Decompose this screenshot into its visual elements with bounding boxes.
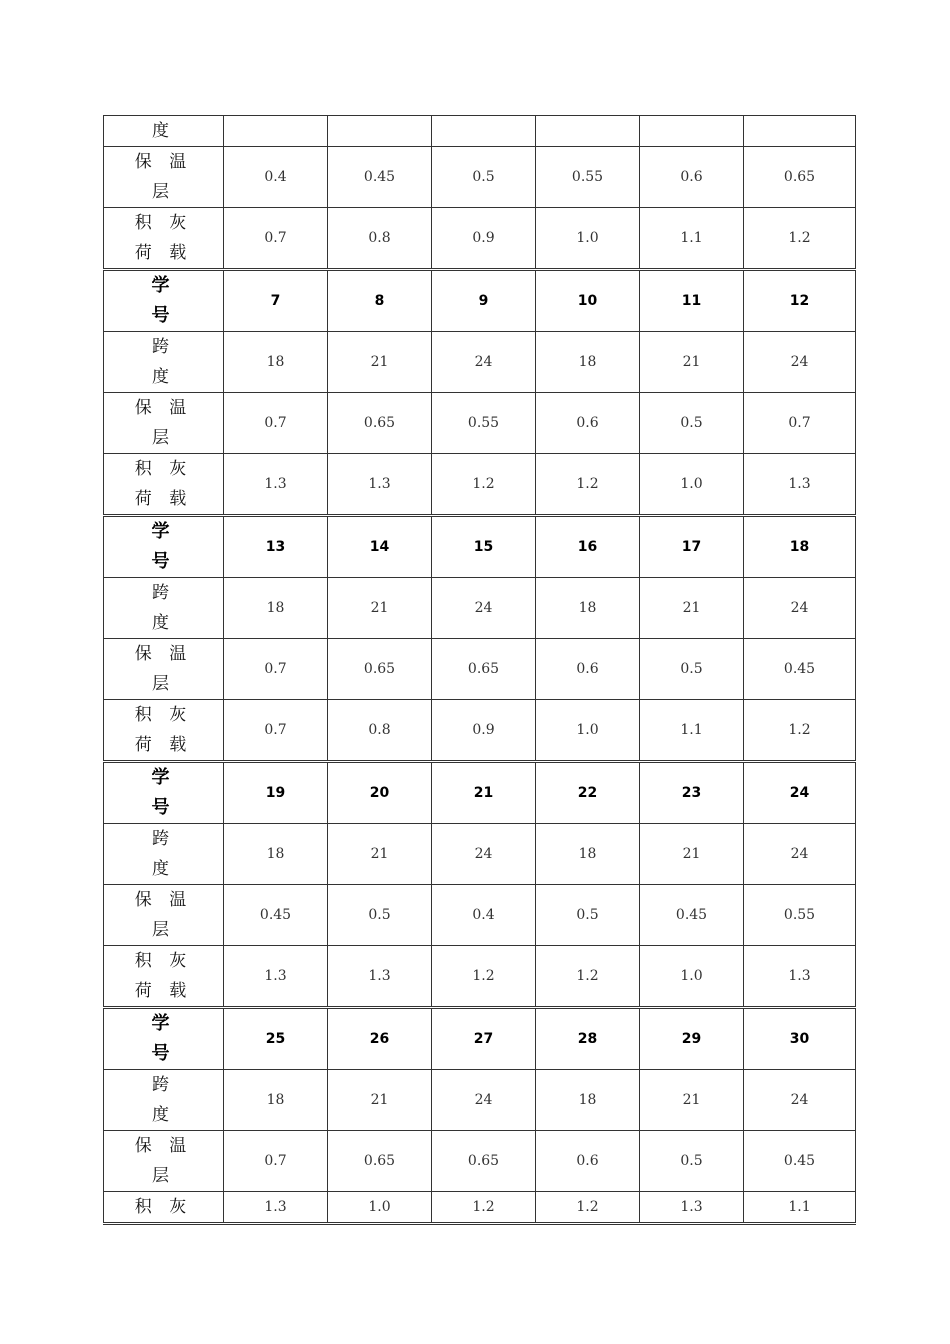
row-label-line: 跨 (152, 829, 175, 849)
cell-insulation: 0.5 (640, 1131, 744, 1192)
table-row-ash-load (104, 946, 856, 1008)
empty-cell (744, 116, 856, 147)
row-label-span-tail: 度 (104, 116, 224, 147)
cell-student-id: 12 (744, 270, 856, 332)
table-row-span (104, 1070, 856, 1131)
table-row-insulation (104, 147, 856, 208)
table-row-ash-load (104, 454, 856, 516)
cell-ash-load: 1.1 (640, 208, 744, 270)
cell-student-id: 13 (224, 516, 328, 578)
row-label-line: 保 温 (134, 398, 193, 418)
row-label-line: 学 (151, 521, 176, 542)
cell-insulation: 0.5 (536, 885, 640, 946)
cell-ash-load: 0.7 (224, 208, 328, 270)
cell-insulation: 0.4 (224, 147, 328, 208)
row-label-line: 号 (151, 551, 176, 572)
cell-insulation: 0.45 (328, 147, 432, 208)
cell-student-id: 21 (432, 762, 536, 824)
cell-ash-load: 1.3 (224, 1192, 328, 1224)
row-label-student-id (104, 1008, 224, 1070)
table-row-insulation (104, 885, 856, 946)
cell-ash-load: 1.3 (224, 454, 328, 516)
cell-span: 24 (432, 578, 536, 639)
cell-student-id: 15 (432, 516, 536, 578)
table-row-ash-load (104, 208, 856, 270)
cell-student-id: 18 (744, 516, 856, 578)
row-label-line: 层 (152, 920, 175, 940)
table-row-ash-load (104, 700, 856, 762)
cell-insulation: 0.6 (536, 393, 640, 454)
cell-span: 18 (536, 1070, 640, 1131)
cell-span: 18 (536, 578, 640, 639)
cell-insulation: 0.45 (640, 885, 744, 946)
cell-ash-load: 0.8 (328, 208, 432, 270)
row-label-line: 层 (152, 428, 175, 448)
cell-insulation: 0.5 (640, 639, 744, 700)
cell-ash-load: 1.0 (640, 454, 744, 516)
row-label-line: 积 灰 (134, 951, 193, 971)
row-label-insulation (104, 1131, 224, 1192)
cell-span: 24 (744, 578, 856, 639)
cell-span: 18 (536, 332, 640, 393)
cell-insulation: 0.65 (328, 393, 432, 454)
cell-insulation: 0.65 (432, 1131, 536, 1192)
row-label-student-id (104, 270, 224, 332)
table-row-span (104, 332, 856, 393)
cell-insulation: 0.6 (640, 147, 744, 208)
cell-ash-load: 1.3 (640, 1192, 744, 1224)
cell-span: 24 (744, 332, 856, 393)
cell-ash-load: 1.2 (536, 946, 640, 1008)
row-label-insulation (104, 147, 224, 208)
cell-ash-load: 1.3 (744, 454, 856, 516)
row-label-line: 保 温 (134, 152, 193, 172)
cell-insulation: 0.55 (432, 393, 536, 454)
cell-insulation: 0.7 (224, 393, 328, 454)
cell-ash-load: 1.1 (640, 700, 744, 762)
cell-student-id: 27 (432, 1008, 536, 1070)
row-label-line: 荷 载 (134, 981, 193, 1001)
row-label-span (104, 578, 224, 639)
row-label-line: 号 (151, 797, 176, 818)
cell-insulation: 0.45 (224, 885, 328, 946)
row-label-ash-load: 积 灰 (104, 1192, 224, 1224)
table-row-student-id (104, 270, 856, 332)
row-label-span (104, 332, 224, 393)
cell-span: 21 (328, 824, 432, 885)
cell-student-id: 24 (744, 762, 856, 824)
empty-cell (536, 116, 640, 147)
cell-ash-load: 1.2 (536, 1192, 640, 1224)
row-label-ash-load (104, 208, 224, 270)
cell-student-id: 14 (328, 516, 432, 578)
cell-ash-load: 0.7 (224, 700, 328, 762)
table-row-ash-load (104, 1192, 856, 1224)
cell-span: 18 (224, 332, 328, 393)
cell-span: 18 (224, 578, 328, 639)
cell-ash-load: 1.1 (744, 1192, 856, 1224)
cell-ash-load: 0.8 (328, 700, 432, 762)
row-label-insulation (104, 393, 224, 454)
cell-insulation: 0.65 (328, 639, 432, 700)
cell-ash-load: 1.2 (744, 700, 856, 762)
row-label-line: 度 (152, 367, 175, 387)
cell-span: 21 (640, 824, 744, 885)
row-label-line: 保 温 (134, 1136, 193, 1156)
cell-insulation: 0.5 (640, 393, 744, 454)
empty-cell (432, 116, 536, 147)
row-label-line: 层 (152, 674, 175, 694)
cell-ash-load: 1.3 (328, 946, 432, 1008)
cell-span: 24 (432, 1070, 536, 1131)
row-label-ash-load (104, 454, 224, 516)
cell-ash-load: 1.2 (744, 208, 856, 270)
cell-insulation: 0.65 (328, 1131, 432, 1192)
cell-ash-load: 1.0 (536, 208, 640, 270)
cell-insulation: 0.5 (432, 147, 536, 208)
cell-span: 18 (536, 824, 640, 885)
cell-student-id: 26 (328, 1008, 432, 1070)
row-label-line: 度 (152, 1105, 175, 1125)
cell-span: 18 (224, 1070, 328, 1131)
row-label-line: 荷 载 (134, 735, 193, 755)
row-label-line: 跨 (152, 337, 175, 357)
cell-span: 21 (328, 578, 432, 639)
table-row-span (104, 824, 856, 885)
cell-ash-load: 1.2 (536, 454, 640, 516)
cell-student-id: 8 (328, 270, 432, 332)
empty-cell (224, 116, 328, 147)
cell-insulation: 0.45 (744, 639, 856, 700)
cell-insulation: 0.7 (224, 1131, 328, 1192)
row-label-line: 学 (151, 767, 176, 788)
table-row-student-id (104, 1008, 856, 1070)
cell-insulation: 0.55 (744, 885, 856, 946)
row-label-line: 保 温 (134, 890, 193, 910)
row-label-line: 积 灰 (134, 213, 193, 233)
empty-cell (640, 116, 744, 147)
cell-student-id: 28 (536, 1008, 640, 1070)
cell-span: 21 (640, 578, 744, 639)
cell-ash-load: 1.3 (744, 946, 856, 1008)
cell-student-id: 10 (536, 270, 640, 332)
row-label-ash-load (104, 700, 224, 762)
cell-student-id: 9 (432, 270, 536, 332)
row-label-line: 保 温 (134, 644, 193, 664)
cell-student-id: 22 (536, 762, 640, 824)
cell-span: 21 (328, 1070, 432, 1131)
cell-insulation: 0.5 (328, 885, 432, 946)
parameter-table (103, 115, 856, 1225)
table-row-insulation (104, 639, 856, 700)
cell-ash-load: 1.3 (328, 454, 432, 516)
cell-student-id: 23 (640, 762, 744, 824)
cell-student-id: 30 (744, 1008, 856, 1070)
row-label-line: 号 (151, 305, 176, 326)
row-label-student-id (104, 762, 224, 824)
row-label-line: 积 灰 (134, 705, 193, 725)
row-label-line: 层 (152, 1166, 175, 1186)
row-label-span (104, 1070, 224, 1131)
cell-student-id: 11 (640, 270, 744, 332)
cell-insulation: 0.65 (432, 639, 536, 700)
row-label-span (104, 824, 224, 885)
cell-student-id: 19 (224, 762, 328, 824)
table-row-span-continued (104, 116, 856, 147)
cell-student-id: 20 (328, 762, 432, 824)
cell-student-id: 17 (640, 516, 744, 578)
cell-span: 24 (432, 824, 536, 885)
cell-insulation: 0.7 (744, 393, 856, 454)
cell-ash-load: 0.9 (432, 700, 536, 762)
row-label-line: 学 (151, 1013, 176, 1034)
row-label-line: 荷 载 (134, 489, 193, 509)
cell-ash-load: 1.2 (432, 454, 536, 516)
row-label-line: 度 (152, 859, 175, 879)
row-label-line: 号 (151, 1043, 176, 1064)
table-row-insulation (104, 393, 856, 454)
cell-student-id: 7 (224, 270, 328, 332)
cell-student-id: 29 (640, 1008, 744, 1070)
empty-cell (328, 116, 432, 147)
table-row-insulation (104, 1131, 856, 1192)
parameter-table-sheet (103, 115, 847, 1225)
cell-insulation: 0.4 (432, 885, 536, 946)
row-label-line: 度 (152, 613, 175, 633)
row-label-line: 跨 (152, 583, 175, 603)
table-row-student-id (104, 516, 856, 578)
cell-insulation: 0.6 (536, 639, 640, 700)
cell-insulation: 0.7 (224, 639, 328, 700)
row-label-ash-load (104, 946, 224, 1008)
cell-span: 18 (224, 824, 328, 885)
cell-span: 21 (640, 332, 744, 393)
cell-span: 24 (744, 824, 856, 885)
table-row-span (104, 578, 856, 639)
table-row-student-id (104, 762, 856, 824)
cell-student-id: 25 (224, 1008, 328, 1070)
cell-ash-load: 1.2 (432, 1192, 536, 1224)
row-label-student-id (104, 516, 224, 578)
cell-insulation: 0.65 (744, 147, 856, 208)
cell-span: 21 (640, 1070, 744, 1131)
cell-ash-load: 1.0 (640, 946, 744, 1008)
cell-student-id: 16 (536, 516, 640, 578)
row-label-insulation (104, 885, 224, 946)
row-label-line: 荷 载 (134, 243, 193, 263)
row-label-line: 积 灰 (134, 459, 193, 479)
row-label-line: 学 (151, 275, 176, 296)
cell-ash-load: 1.3 (224, 946, 328, 1008)
cell-ash-load: 0.9 (432, 208, 536, 270)
cell-ash-load: 1.0 (328, 1192, 432, 1224)
cell-insulation: 0.45 (744, 1131, 856, 1192)
parameter-table-body (104, 116, 856, 1224)
row-label-insulation (104, 639, 224, 700)
cell-insulation: 0.55 (536, 147, 640, 208)
cell-insulation: 0.6 (536, 1131, 640, 1192)
cell-ash-load: 1.0 (536, 700, 640, 762)
cell-span: 24 (432, 332, 536, 393)
row-label-line: 层 (152, 182, 175, 202)
cell-span: 24 (744, 1070, 856, 1131)
cell-span: 21 (328, 332, 432, 393)
row-label-line: 跨 (152, 1075, 175, 1095)
cell-ash-load: 1.2 (432, 946, 536, 1008)
